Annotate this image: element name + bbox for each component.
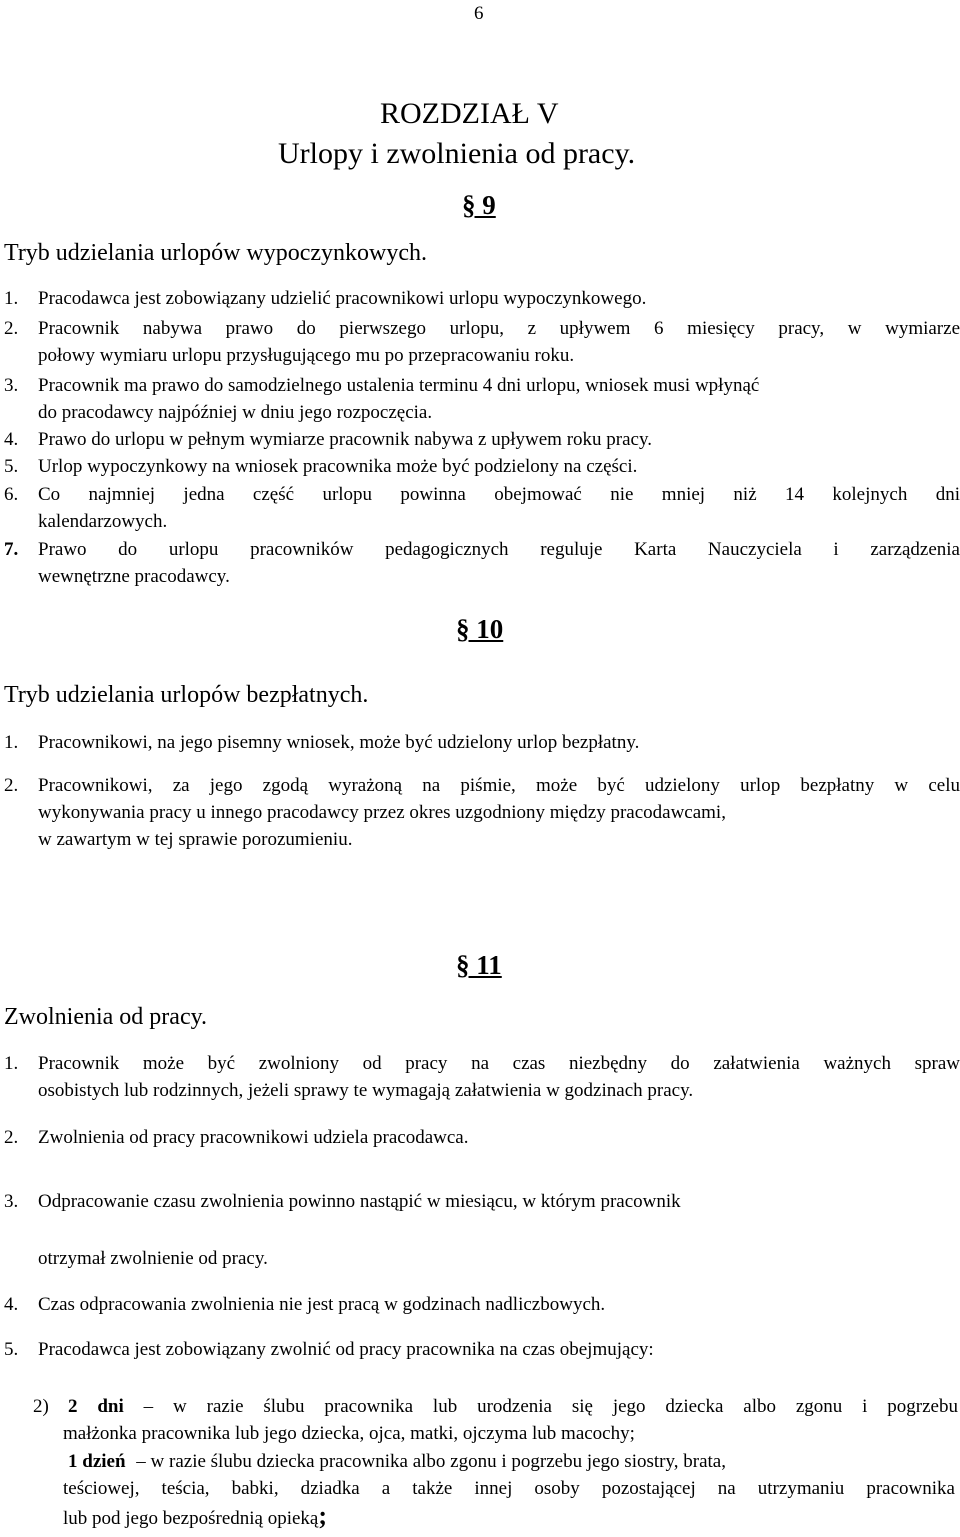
paragraph-mark-11: § 11	[456, 950, 502, 980]
sub-item-text: lub pod jego bezpośrednią opieką;	[63, 1501, 328, 1530]
list-text: Czas odpracowania zwolnienia nie jest pracą w godzinach nadliczbowych.	[38, 1294, 606, 1315]
sub-item-text: teściowej, teścia, babki, dziadka a także innej osoby pozostającej na utrzymaniu pracownika	[63, 1478, 955, 1499]
section-heading-unpaid-leave: Tryb udzielania urlopów bezpłatnych.	[4, 682, 369, 708]
list-text: Pracodawca jest zobowiązany udzielić pracownikowi urlopu wypoczynkowego.	[38, 288, 647, 309]
list-number: 3.	[4, 375, 19, 396]
sub-item-text: – w razie ślubu dziecka pracownika albo zgonu i pogrzebu jego siostry, brata,	[136, 1451, 726, 1472]
list-number: 5.	[4, 456, 19, 477]
list-text: osobistych lub rodzinnych, jeżeli sprawy te wymagają załatwienia w godzinach pracy.	[38, 1080, 694, 1101]
list-item-continuation: otrzymał zwolnienie od pracy.	[38, 1248, 268, 1269]
list-text: do pracodawcy najpóźniej w dniu jego rozpoczęcia.	[38, 402, 433, 423]
chapter-title: ROZDZIAŁ V	[380, 97, 559, 130]
list-number: 7.	[4, 539, 19, 560]
list-number: 1.	[4, 288, 19, 309]
sub-item-text: – w razie ślubu pracownika lub urodzenia się jego dziecka albo zgonu i pogrzebu	[143, 1396, 958, 1417]
list-number: 3.	[4, 1191, 19, 1212]
list-text: Pracownikowi, na jego pisemny wniosek, może być udzielony urlop bezpłatny.	[38, 732, 640, 753]
chapter-subtitle: Urlopy i zwolnienia od pracy.	[278, 137, 636, 170]
list-text: Prawo do urlopu w pełnym wymiarze pracownik nabywa z upływem roku pracy.	[38, 429, 652, 450]
list-number: 2.	[4, 318, 19, 339]
section-heading-vacation: Tryb udzielania urlopów wypoczynkowych.	[4, 240, 428, 266]
list-number: 4.	[4, 1294, 19, 1315]
list-text: Pracodawca jest zobowiązany zwolnić od pracy pracownika na czas obejmujący:	[38, 1339, 654, 1360]
list-text: kalendarzowych.	[38, 511, 168, 532]
list-text: w zawartym w tej sprawie porozumieniu.	[38, 829, 353, 850]
list-number: 6.	[4, 484, 19, 505]
list-number: 1.	[4, 732, 19, 753]
paragraph-mark-10: § 10	[456, 614, 504, 644]
list-text: Pracownik nabywa prawo do pierwszego urlopu, z upływem 6 miesięcy pracy, w wymiarze	[38, 318, 960, 339]
list-text: Pracownikowi, za jego zgodą wyrażoną na piśmie, może być udzielony urlop bezpłatny w celu	[38, 775, 960, 796]
list-text: połowy wymiaru urlopu przysługującego mu po przepracowaniu roku.	[38, 345, 575, 366]
list-number: 5.	[4, 1339, 19, 1360]
sub-item-entry-2-days	[68, 1393, 958, 1420]
list-number: 4.	[4, 429, 19, 450]
section-heading-time-off: Zwolnienia od pracy.	[4, 1004, 208, 1030]
list-text: Odpracowanie czasu zwolnienia powinno nastąpić w miesiącu, w którym pracownik	[38, 1191, 681, 1212]
sub-item-label: 2)	[33, 1396, 49, 1417]
list-text: wewnętrzne pracodawcy.	[38, 566, 230, 587]
list-number: 1.	[4, 1053, 19, 1074]
list-text: Urlop wypoczynkowy na wniosek pracownika może być podzielony na części.	[38, 456, 638, 477]
end-mark: ;	[318, 1501, 328, 1530]
sub-item-text: małżonka pracownika lub jego dziecka, ojca, matki, ojczyma lub macochy;	[63, 1423, 635, 1444]
sub-item-bold-term: 2 dni	[68, 1396, 124, 1417]
list-text: Pracownik ma prawo do samodzielnego ustalenia terminu 4 dni urlopu, wniosek musi wpłynąć	[38, 375, 760, 396]
sub-item-entry-1-day	[68, 1448, 726, 1475]
sub-item-bold-term: 1 dzień	[68, 1451, 126, 1472]
list-text: wykonywania pracy u innego pracodawcy przez okres uzgodniony między pracodawcami,	[38, 802, 726, 823]
paragraph-mark-9: § 9	[462, 190, 496, 220]
page-number: 6	[474, 3, 484, 24]
list-text: Co najmniej jedna część urlopu powinna obejmować nie mniej niż 14 kolejnych dni	[38, 484, 960, 505]
list-number: 2.	[4, 1127, 19, 1148]
list-text: Zwolnienia od pracy pracownikowi udziela pracodawca.	[38, 1127, 469, 1148]
list-number: 2.	[4, 775, 19, 796]
list-text: Prawo do urlopu pracowników pedagogicznych reguluje Karta Nauczyciela i zarządzenia	[38, 539, 960, 560]
list-text: Pracownik może być zwolniony od pracy na czas niezbędny do załatwienia ważnych spraw	[38, 1053, 960, 1074]
